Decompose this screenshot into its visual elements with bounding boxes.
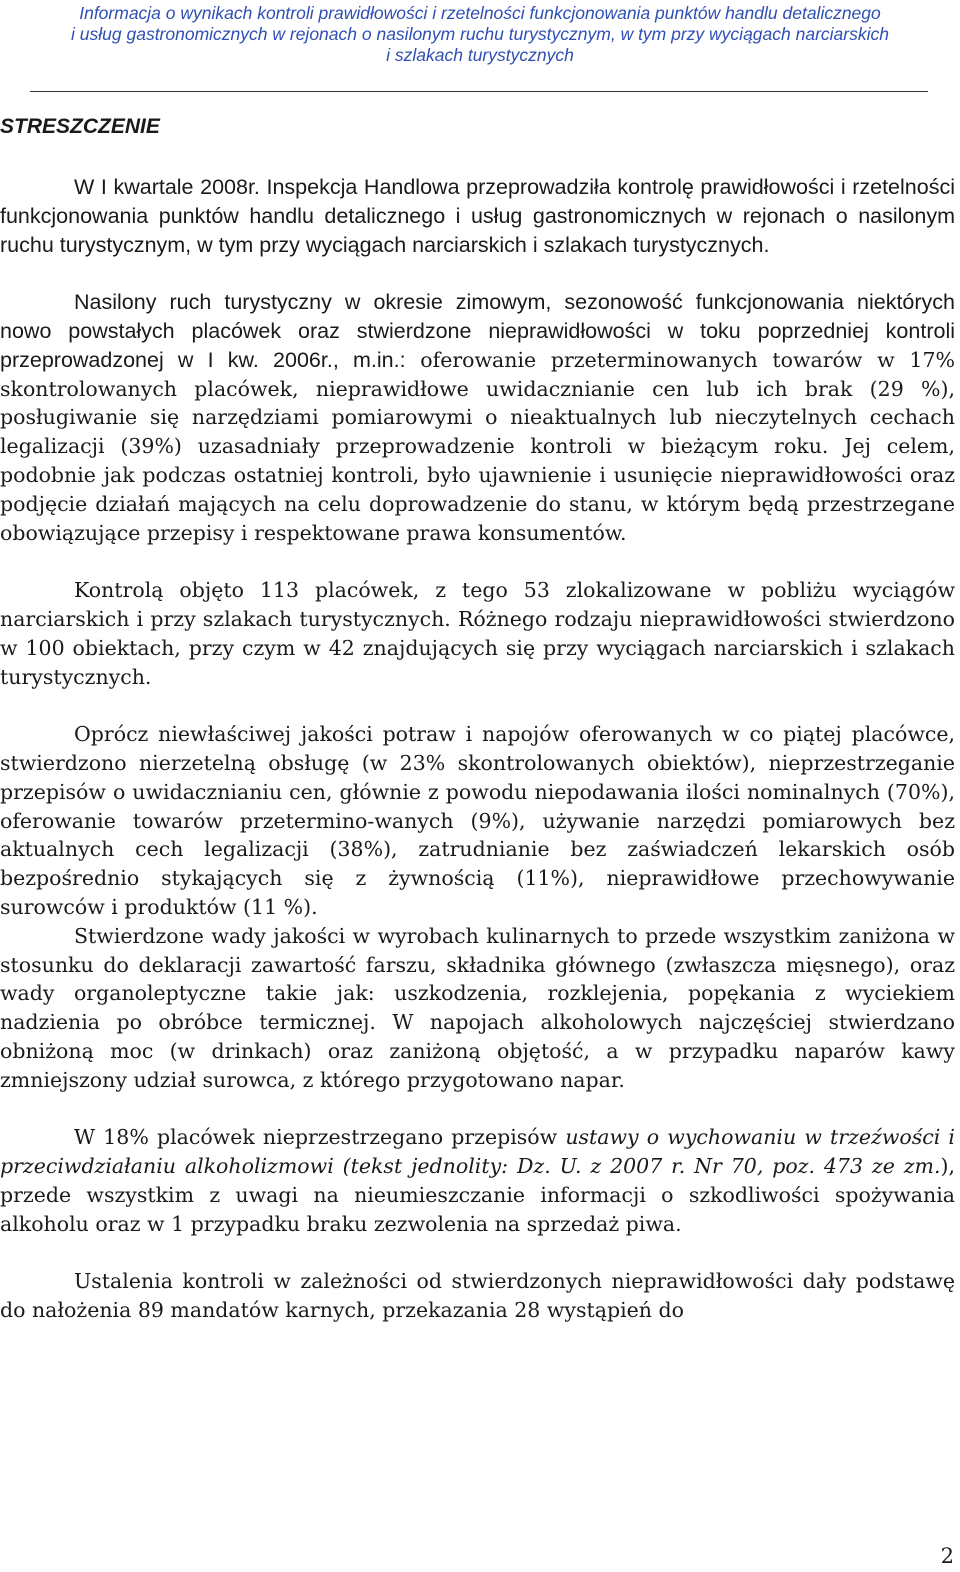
running-header — [0, 3, 960, 66]
section-title: STRESZCZENIE — [0, 115, 160, 138]
paragraph-intro-lead: W I kwartale 2008r. — [74, 175, 260, 199]
paragraph-scope: Kontrolą objęto 113 placówek, z tego 53 zlokalizowane w pobliżu wyciągów narciarskich i przy szlakach turystycznych. Różnego rodzaju nieprawidłowości stwierdzono w 100 obiektach, przy czym w 42 znajdujących się przy wyciągach narciarskich i szlakach turystycznych. — [0, 578, 955, 689]
paragraph-alcohol-law-lead: W 18% placówek nieprzestrzegano przepisów — [74, 1125, 566, 1150]
paragraph-rationale-text: oferowanie przeterminowanych towarów w 17% skontrolowanych placówek, nieprawidłowe uwidacznianie cen lub ich brak (29 %), posługiwanie się narzędziami pomiarowymi o nieaktualnych lub nieczytelnych cechach legalizacji (39%) uzasadniały przeprowadzenie kontroli w bieżącym roku. Jej celem, podobnie jak podczas ostatniej kontroli, było ujawnienie i usunięcie nieprawidłowości oraz podjęcie działań mających na celu doprowadzenie do stanu, w którym będą przestrzegane obowiązujące przepisy i respektowane prawa konsumentów. — [0, 347, 955, 545]
law-citation: ustawy o wychowaniu w trzeźwości i przeciwdziałaniu alkoholizmowi (tekst jednolity: Dz. U. z 2007 r. Nr 70, poz. 473 ze zm. — [0, 1125, 955, 1179]
paragraph-rationale — [0, 288, 955, 547]
paragraph-intro-text: Inspekcja Handlowa przeprowadziła kontrolę prawidłowości i rzetelności funkcjonowania punktów handlu detalicznego i usług gastronomicznych w rejonach o nasilonym ruchu turystycznym, w tym przy wyciągach narciarskich i szlakach turystycznych. — [0, 175, 955, 257]
paragraph-alcohol-law-text: ), przede wszystkim z uwagi na nieumieszczanie informacji o szkodliwości spożywania alkoholu oraz w 1 przypadku braku zezwolenia na sprzedaż piwa. — [0, 1154, 955, 1236]
running-header-line-2: i usług gastronomicznych w rejonach o nasilonym ruchu turystycznym, w tym przy wyciągach narciarskich — [71, 24, 889, 44]
header-divider — [30, 91, 928, 92]
paragraph-sanctions: Ustalenia kontroli w zależności od stwierdzonych nieprawidłowości dały podstawę do nałożenia 89 mandatów karnych, przekazania 28 wystąpień do — [0, 1269, 955, 1323]
paragraph-rationale-lead: Nasilony ruch turystyczny w okresie zimowym, sezonowość funkcjonowania niektórych nowo powstałych placówek oraz stwierdzone nieprawidłowości w toku poprzedniej kontroli przeprowadzonej w I kw. 2006r., m.in.: — [0, 290, 955, 372]
paragraph-quality-defects: Stwierdzone wady jakości w wyrobach kulinarnych to przede wszystkim zaniżona w stosunku do deklaracji zawartość farszu, składnika głównego (zwłaszcza mięsnego), oraz wady organoleptyczne takie jak: uszkodzenia, rozklejenia, popękania z wyciekiem nadzienia po obróbce termicznej. W napojach alkoholowych najczęściej stwierdzano obniżoną moc (w drinkach) oraz zaniżoną objętość, a w przypadku naparów kawy zmniejszony udział surowca, z którego przygotowano napar. — [0, 923, 955, 1092]
document-body — [0, 173, 955, 1325]
paragraph-alcohol-law — [0, 1123, 955, 1238]
paragraph-findings: Oprócz niewłaściwej jakości potraw i napojów oferowanych w co piątej placówce, stwierdzono nierzetelną obsługę (w 23% skontrolowanych obiektów), nieprzestrzeganie przepisów o uwidacznianiu cen, głównie z powodu niepodawania ilości nominalnych (70%), oferowanie towarów przetermino-wanych (9%), używanie narzędzi pomiarowych bez aktualnych cech legalizacji (38%), zatrudnianie bez zaświadczeń lekarskich osób bezpośrednio stykających się z żywnością (11%), nieprawidłowe przechowywanie surowców i produktów (11 %). — [0, 722, 955, 919]
page-number: 2 — [940, 1544, 954, 1568]
running-header-line-1: Informacja o wynikach kontroli prawidłowości i rzetelności funkcjonowania punktów handlu detalicznego — [79, 3, 881, 23]
running-header-line-3: i szlakach turystycznych — [386, 45, 574, 65]
paragraph-intro — [0, 173, 955, 259]
